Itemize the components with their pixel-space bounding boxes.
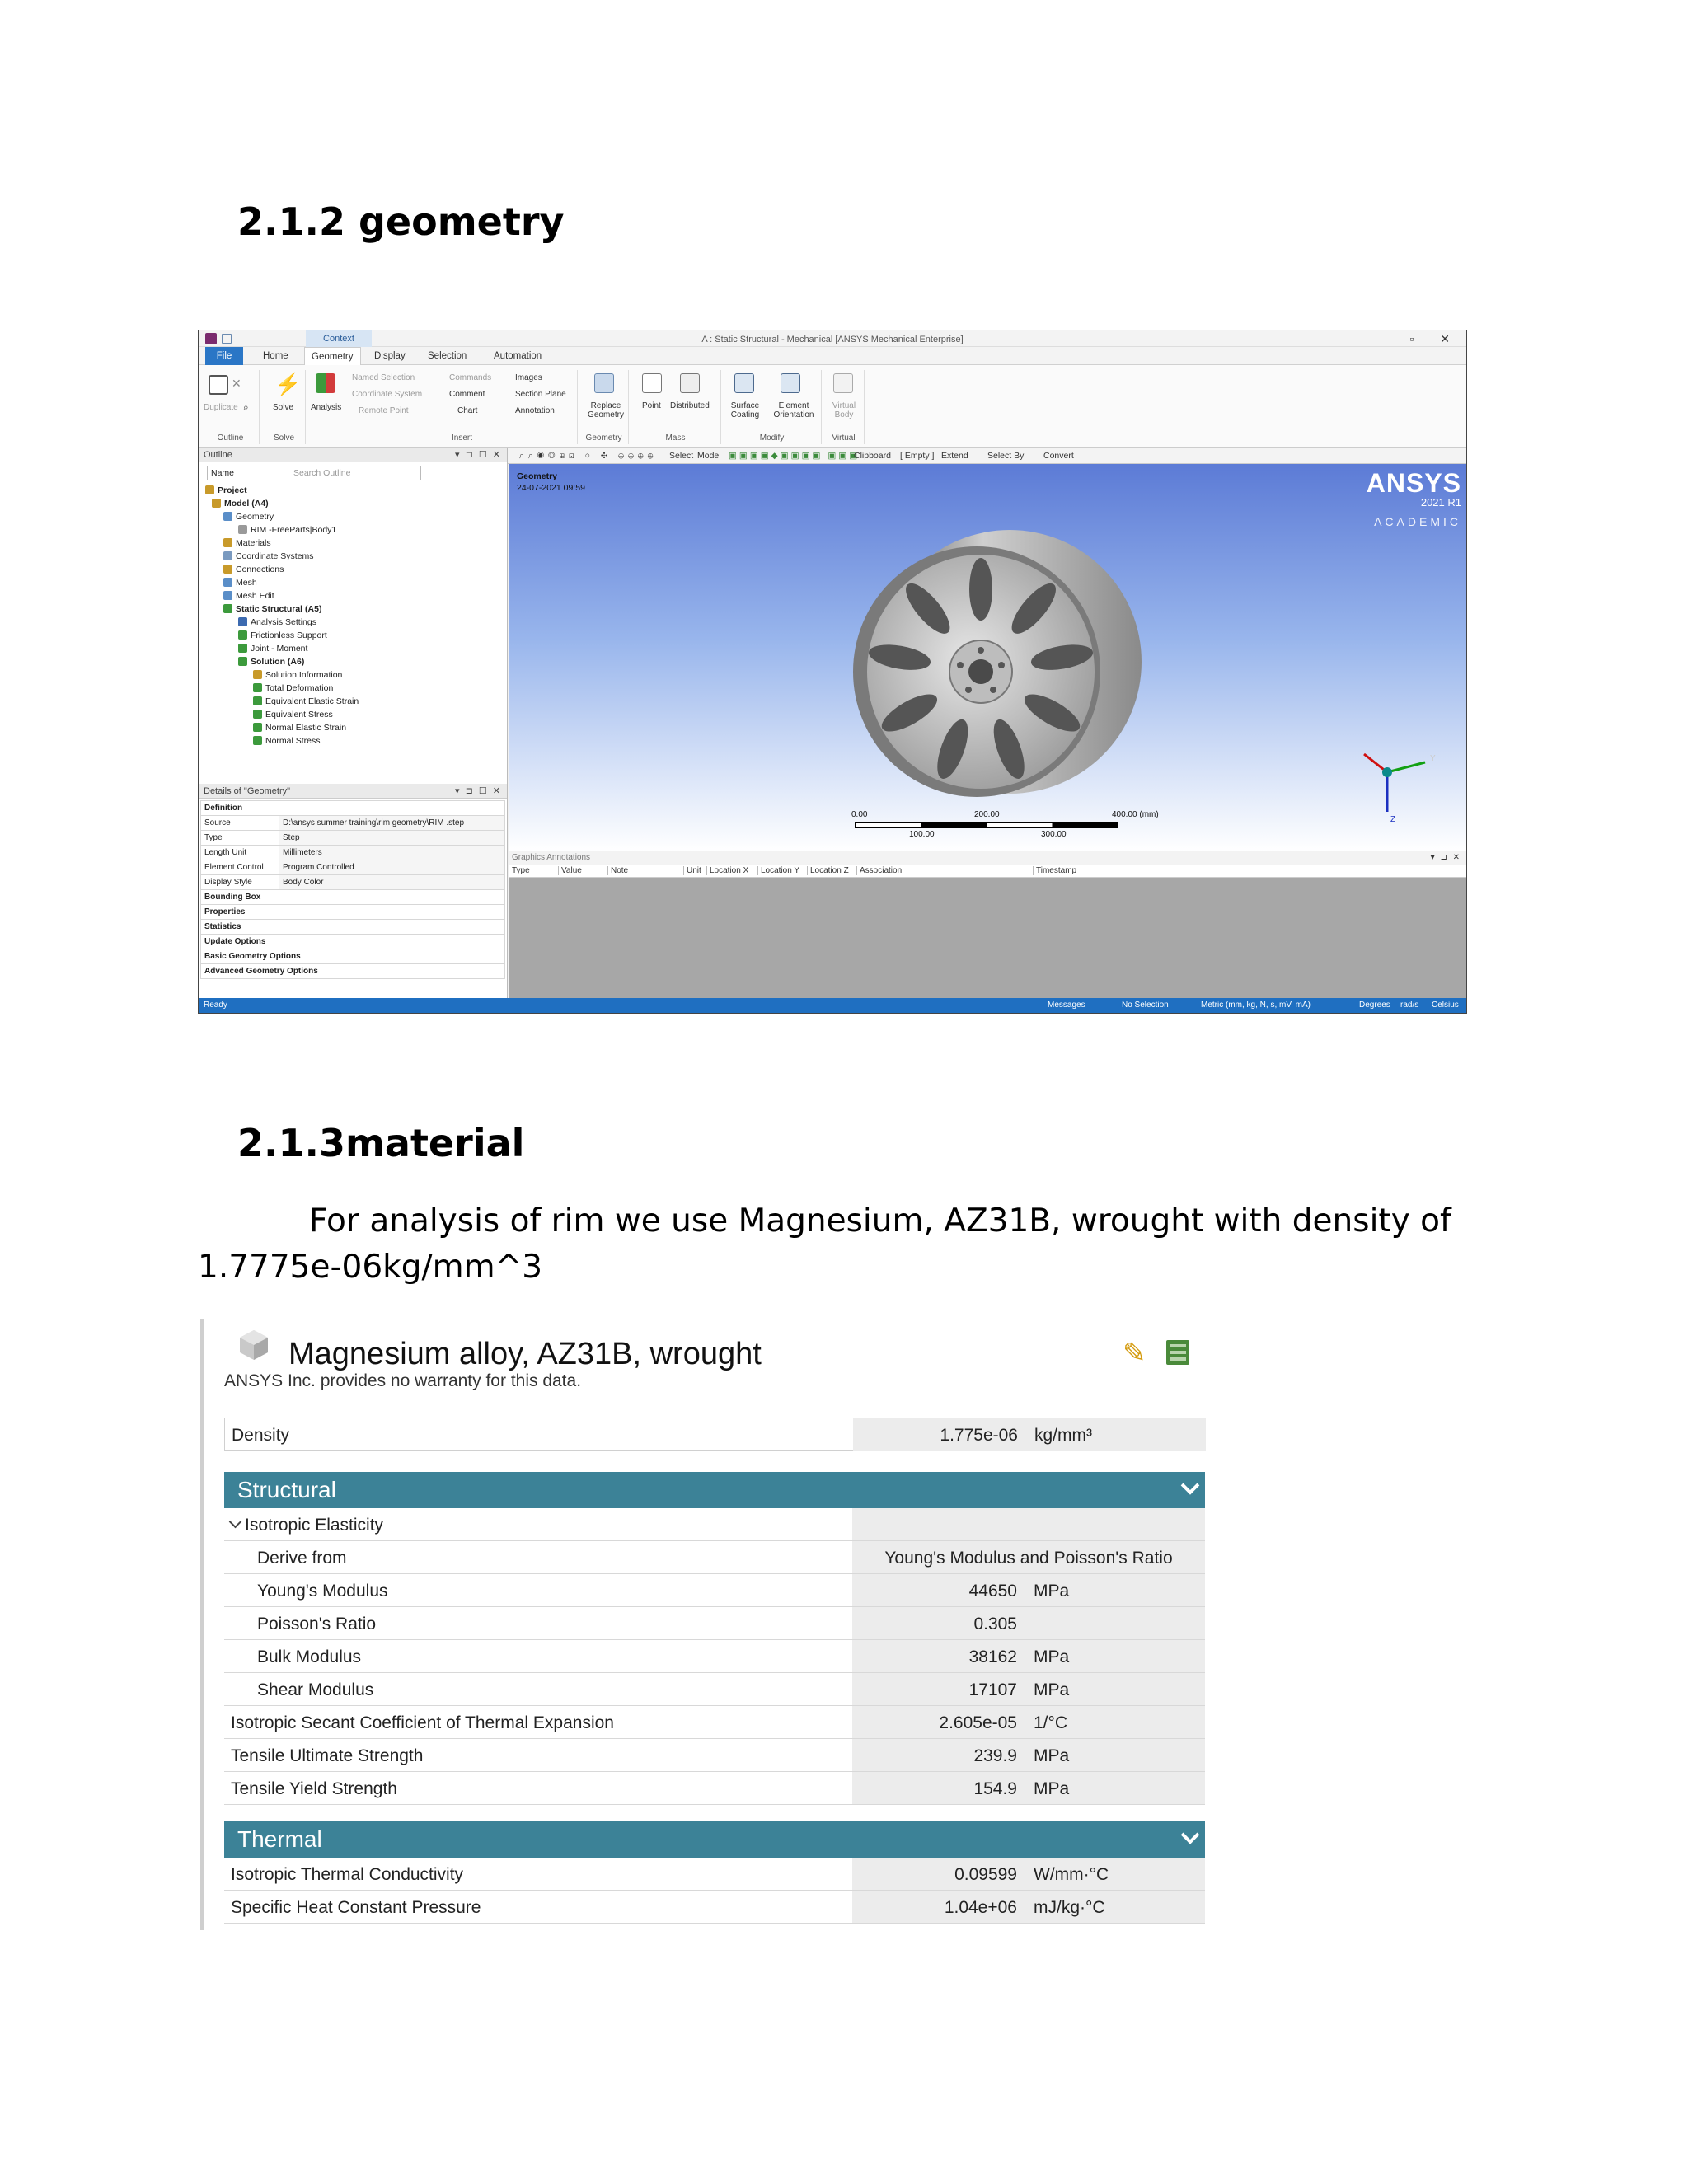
tree-node-icon xyxy=(238,630,247,640)
outline-tree-item[interactable] xyxy=(253,708,333,721)
value-cell xyxy=(852,1891,1205,1923)
details-group-label: Bounding Box xyxy=(201,890,505,905)
details-group-label: Properties xyxy=(201,905,505,920)
tree-node-icon xyxy=(253,696,262,705)
outline-tree-item[interactable] xyxy=(223,563,284,576)
material-property-row xyxy=(224,1574,1205,1607)
property-value: 0.09599 xyxy=(954,1865,1017,1884)
ribbon-group-label: Insert xyxy=(451,434,472,443)
annotation-column-header[interactable]: Timestamp xyxy=(1033,866,1076,875)
property-unit: MPa xyxy=(1034,1746,1070,1765)
outline-tree-item[interactable] xyxy=(223,510,274,523)
annotation-column-header[interactable]: Location Y xyxy=(757,866,799,875)
chevron-down-icon[interactable] xyxy=(1181,1476,1200,1495)
scale-label: 0.00 xyxy=(851,810,868,819)
paragraph-line: For analysis of rim we use Magnesium, AZ31B, wrought with density of xyxy=(309,1202,1451,1240)
material-property-row xyxy=(224,1706,1205,1739)
annotation-column-header[interactable]: Note xyxy=(607,866,628,875)
point-mass-icon[interactable] xyxy=(642,373,662,393)
scale-label: 400.00 (mm) xyxy=(1112,810,1159,819)
tree-node-label: Normal Stress xyxy=(265,736,321,746)
replace-geometry-button[interactable]: Replace Geometry xyxy=(588,401,624,419)
details-group-label: Advanced Geometry Options xyxy=(201,964,505,979)
panel-controls[interactable]: ▾ ⊐ ✕ xyxy=(1430,853,1461,862)
tree-node-icon xyxy=(223,578,232,587)
material-cube-icon xyxy=(237,1329,270,1361)
ribbon-tabs xyxy=(199,347,1466,365)
status-selection: No Selection xyxy=(1122,1001,1169,1010)
chevron-down-icon[interactable] xyxy=(229,1516,242,1529)
ribbon-group-label: Geometry xyxy=(585,434,622,443)
tab-home[interactable]: Home xyxy=(263,351,288,361)
tree-node-icon xyxy=(205,485,214,494)
isotropic-elasticity-row[interactable] xyxy=(224,1508,1205,1541)
viewport-caption xyxy=(517,471,585,494)
ribbon-group-solve xyxy=(263,370,306,444)
tree-node-label: Geometry xyxy=(236,512,274,522)
tree-node-label: Normal Elastic Strain xyxy=(265,723,347,733)
clipboard-empty-label: [ Empty ] xyxy=(900,451,935,461)
card-left-edge xyxy=(200,1319,204,1930)
outline-tree-item[interactable] xyxy=(205,484,247,497)
window-controls[interactable]: – ▫ ✕ xyxy=(1376,332,1461,345)
material-name: Magnesium alloy, AZ31B, wrought xyxy=(288,1337,762,1371)
section-heading-material: 2.1.3material xyxy=(237,1121,525,1165)
tree-node-icon xyxy=(223,538,232,547)
details-group[interactable] xyxy=(201,920,505,935)
tree-node-icon xyxy=(253,736,262,745)
viewport-title: Geometry xyxy=(517,471,558,481)
delete-icon[interactable]: ✕ xyxy=(232,377,241,390)
details-panel xyxy=(199,784,508,1000)
outline-tree-item[interactable] xyxy=(223,602,321,616)
ribbon-group-label: Modify xyxy=(759,434,785,443)
tree-node-icon xyxy=(253,710,262,719)
outline-tree-item[interactable] xyxy=(253,668,342,682)
context-tab[interactable]: Context xyxy=(306,330,372,347)
clipboard-button[interactable]: Clipboard xyxy=(854,451,891,461)
images-button[interactable]: Images xyxy=(515,373,542,382)
ansys-mechanical-window xyxy=(198,330,1467,1014)
analysis-icon[interactable] xyxy=(316,373,335,393)
section-heading-geometry: 2.1.2 geometry xyxy=(237,199,565,244)
element-orientation-icon[interactable] xyxy=(781,373,800,393)
section-title: Structural xyxy=(237,1477,336,1502)
value-cell xyxy=(852,1574,1205,1606)
annotation-column-header[interactable]: Value xyxy=(558,866,582,875)
remote-point-button[interactable]: Remote Point xyxy=(359,406,409,415)
virtual-body-button[interactable]: Virtual Body xyxy=(832,401,856,419)
details-value[interactable]: D:\ansys summer training\rim geometry\RIM .step xyxy=(279,816,505,831)
property-unit: MPa xyxy=(1034,1680,1070,1699)
property-label: Isotropic Thermal Conductivity xyxy=(231,1865,464,1884)
details-group-label: Basic Geometry Options xyxy=(201,949,505,964)
ribbon-group-modify xyxy=(723,370,822,444)
property-label: Isotropic Secant Coefficient of Thermal Expansion xyxy=(231,1713,614,1732)
viewport-date: 24-07-2021 09:59 xyxy=(517,483,585,493)
mode-dropdown[interactable]: Mode xyxy=(697,451,720,461)
point-mass-button[interactable]: Point xyxy=(642,401,661,410)
thermal-section-header[interactable] xyxy=(224,1821,1205,1858)
panel-controls[interactable]: ▾ ⊐ ☐ ✕ xyxy=(455,450,502,460)
details-group-label: Statistics xyxy=(201,920,505,935)
outline-tree-item[interactable] xyxy=(238,629,327,642)
status-bar xyxy=(199,998,1466,1013)
tree-node-label: Joint - Moment xyxy=(251,644,308,654)
material-property-row xyxy=(224,1739,1205,1772)
surface-coating-icon[interactable] xyxy=(734,373,754,393)
property-unit: MPa xyxy=(1034,1779,1070,1798)
value-cell xyxy=(852,1739,1205,1771)
analysis-button[interactable]: Analysis xyxy=(311,403,342,412)
outline-tree-item[interactable] xyxy=(253,721,346,734)
value-cell xyxy=(852,1541,1205,1573)
property-value: 239.9 xyxy=(973,1746,1017,1765)
tree-node-label: RIM -FreeParts|Body1 xyxy=(251,525,337,535)
status-units[interactable]: Metric (mm, kg, N, s, mV, mA) xyxy=(1201,1001,1311,1010)
status-rate-unit[interactable]: rad/s xyxy=(1400,1001,1419,1010)
window-title: A : Static Structural - Mechanical [ANSYS Mechanical Enterprise] xyxy=(701,335,964,344)
details-value[interactable]: Body Color xyxy=(279,875,505,890)
details-title: Details of "Geometry" xyxy=(204,786,291,796)
extend-button[interactable]: Extend xyxy=(941,451,968,461)
property-unit: mJ/kg·°C xyxy=(1034,1898,1105,1917)
tree-node-icon xyxy=(223,565,232,574)
annotation-column-header[interactable]: Unit xyxy=(683,866,701,875)
distributed-mass-icon[interactable] xyxy=(680,373,700,393)
annotation-column-header[interactable]: Location X xyxy=(706,866,748,875)
scale-label: 200.00 xyxy=(974,810,1000,819)
details-key: Display Style xyxy=(201,875,279,890)
value-cell xyxy=(852,1508,1205,1540)
property-value: 38162 xyxy=(968,1647,1017,1666)
ribbon-group-mass xyxy=(631,370,721,444)
convert-button[interactable]: Convert xyxy=(1043,451,1074,461)
outline-tree-item[interactable] xyxy=(223,589,274,602)
outline-panel xyxy=(199,448,508,784)
tree-node-label: Equivalent Elastic Strain xyxy=(265,696,359,706)
section-plane-button[interactable]: Section Plane xyxy=(515,390,566,399)
material-property-row xyxy=(224,1673,1205,1706)
material-paragraph xyxy=(198,1198,1484,1291)
solve-button[interactable]: Solve xyxy=(273,403,294,412)
status-messages[interactable]: Messages xyxy=(1048,1001,1085,1010)
details-value[interactable]: Program Controlled xyxy=(279,860,505,875)
ansys-logo xyxy=(1367,469,1461,528)
tree-node-icon xyxy=(223,512,232,521)
details-row[interactable] xyxy=(201,875,505,890)
property-label: Tensile Yield Strength xyxy=(231,1779,397,1798)
details-group[interactable] xyxy=(201,949,505,964)
property-label: Poisson's Ratio xyxy=(257,1615,377,1633)
rim-center-bore xyxy=(968,659,993,684)
surface-coating-button[interactable]: Surface Coating xyxy=(730,401,760,419)
outline-tree-item[interactable] xyxy=(212,497,269,510)
ribbon-group-label: Virtual xyxy=(832,434,856,443)
tree-node-icon xyxy=(238,525,247,534)
outline-tree-item[interactable] xyxy=(238,523,336,537)
view-tool-icons[interactable]: ⌕⌕◉◎⊞⊡ ○ ✣ ⊕⊕⊕⊕ xyxy=(519,451,658,461)
warranty-note: ANSYS Inc. provides no warranty for this data. xyxy=(224,1371,582,1390)
property-value: 154.9 xyxy=(973,1779,1017,1798)
tree-node-icon xyxy=(238,657,247,666)
scale-label: 300.00 xyxy=(1041,830,1067,839)
details-row[interactable] xyxy=(201,831,505,846)
outline-tree-item[interactable] xyxy=(253,734,321,748)
section-title: Thermal xyxy=(237,1826,322,1852)
property-label: Specific Heat Constant Pressure xyxy=(231,1898,481,1917)
value-cell xyxy=(852,1772,1205,1804)
tree-node-icon xyxy=(223,551,232,560)
annotation-button[interactable]: Annotation xyxy=(515,406,555,415)
tree-node-label: Mesh Edit xyxy=(236,591,274,601)
property-value: Young's Modulus and Poisson's Ratio xyxy=(884,1549,1173,1568)
tree-node-label: Materials xyxy=(236,538,271,548)
ribbon-group-analysis xyxy=(307,370,345,444)
tree-node-icon xyxy=(238,644,247,653)
tree-node-label: Project xyxy=(218,485,247,495)
material-property-row xyxy=(224,1772,1205,1805)
property-unit: MPa xyxy=(1034,1582,1070,1601)
tree-node-label: Connections xyxy=(236,565,284,574)
ribbon-group-label: Mass xyxy=(665,434,686,443)
property-value: 1.775e-06 xyxy=(940,1426,1018,1445)
value-cell xyxy=(852,1858,1205,1890)
tree-node-label: Model (A4) xyxy=(224,499,269,509)
details-group[interactable] xyxy=(201,905,505,920)
tab-geometry[interactable]: Geometry xyxy=(304,347,361,365)
tab-display[interactable]: Display xyxy=(374,351,406,361)
edit-pencil-icon[interactable]: ✎ xyxy=(1123,1338,1146,1369)
details-group[interactable] xyxy=(201,935,505,949)
status-angle-unit[interactable]: Degrees xyxy=(1359,1001,1390,1010)
select-tool[interactable]: Select xyxy=(669,451,694,461)
property-value: 17107 xyxy=(968,1680,1017,1699)
annotation-column-header[interactable]: Type xyxy=(509,866,530,875)
details-key: Type xyxy=(201,831,279,846)
tree-node-label: Analysis Settings xyxy=(251,617,316,627)
annotation-column-header[interactable]: Location Z xyxy=(807,866,849,875)
ansys-logo-text: ANSYS xyxy=(1366,468,1461,498)
svg-text:Y: Y xyxy=(1430,754,1436,763)
tree-node-label: Solution (A6) xyxy=(251,657,305,667)
details-header xyxy=(199,784,507,799)
selection-filter-icons[interactable]: ▣▣▣▣◆▣▣▣▣ ▣▣▣ xyxy=(729,451,860,461)
details-key: Source xyxy=(201,816,279,831)
details-row[interactable] xyxy=(201,860,505,875)
ribbon-group-virtual xyxy=(823,370,865,444)
comment-button[interactable]: Comment xyxy=(449,390,485,399)
property-value: 44650 xyxy=(968,1582,1017,1601)
property-label: Bulk Modulus xyxy=(257,1647,362,1666)
triad-axes-icon[interactable] xyxy=(1351,736,1442,827)
graphics-annotations-panel xyxy=(509,851,1466,1000)
outline-tree-item[interactable] xyxy=(238,655,304,668)
structural-section-header[interactable] xyxy=(224,1472,1205,1508)
named-selection-button[interactable]: Named Selection xyxy=(352,373,415,382)
details-group-label: Definition xyxy=(201,801,505,816)
graphics-viewport[interactable] xyxy=(509,464,1466,851)
outline-filter-bar[interactable] xyxy=(207,466,421,480)
outline-title: Outline xyxy=(204,450,232,460)
outline-tree-item[interactable] xyxy=(253,695,359,708)
coordinate-system-button[interactable]: Coordinate System xyxy=(352,390,423,399)
outline-tree-item[interactable] xyxy=(253,682,333,695)
wheel-rim-model[interactable] xyxy=(820,530,1166,802)
material-property-row xyxy=(224,1541,1205,1574)
property-value: 2.605e-05 xyxy=(939,1713,1017,1732)
tab-file[interactable]: File xyxy=(205,347,243,365)
tree-node-icon xyxy=(223,604,232,613)
tree-node-label: Static Structural (A5) xyxy=(236,604,322,614)
value-cell xyxy=(853,1418,1206,1451)
details-table xyxy=(200,800,505,979)
material-library-icon[interactable] xyxy=(1166,1340,1189,1365)
title-bar xyxy=(199,330,1466,347)
ansys-edition: ACADEMIC xyxy=(1374,515,1461,528)
tree-node-icon xyxy=(253,683,262,692)
tree-node-label: Equivalent Stress xyxy=(265,710,333,719)
svg-text:Z: Z xyxy=(1390,815,1396,824)
ribbon-group-geometry xyxy=(579,370,629,444)
outline-tree-item[interactable] xyxy=(223,537,271,550)
find-icon[interactable]: ⌕ xyxy=(243,401,249,413)
property-value: 1.04e+06 xyxy=(944,1898,1017,1917)
status-temperature-unit[interactable]: Celsius xyxy=(1432,1001,1459,1010)
virtual-body-icon[interactable] xyxy=(833,373,853,393)
graphics-toolbar xyxy=(508,448,1466,464)
tree-node-label: Coordinate Systems xyxy=(236,551,314,561)
details-key: Element Control xyxy=(201,860,279,875)
property-unit: 1/°C xyxy=(1034,1713,1068,1732)
material-property-row xyxy=(224,1891,1205,1924)
panel-controls[interactable]: ▾ ⊐ ☐ ✕ xyxy=(455,786,502,796)
outline-tree-item[interactable] xyxy=(223,576,257,589)
property-unit: MPa xyxy=(1034,1647,1070,1666)
property-label: Density xyxy=(232,1426,290,1445)
select-by-button[interactable]: Select By xyxy=(987,451,1025,461)
solve-lightning-icon[interactable]: ⚡ xyxy=(274,372,302,396)
scale-ruler xyxy=(855,822,1118,828)
property-label: Shear Modulus xyxy=(257,1680,374,1699)
ribbon-group-label: Outline xyxy=(217,434,244,443)
material-properties-card xyxy=(198,1319,1212,1930)
tree-node-icon xyxy=(212,499,221,508)
tree-node-label: Mesh xyxy=(236,578,257,588)
details-group-label: Update Options xyxy=(201,935,505,949)
outline-tree-item[interactable] xyxy=(238,642,307,655)
chart-button[interactable]: Chart xyxy=(457,406,478,415)
details-group[interactable] xyxy=(201,964,505,979)
tab-selection[interactable]: Selection xyxy=(428,351,467,361)
annotations-columns xyxy=(509,865,1466,878)
search-outline-input[interactable]: Search Outline xyxy=(293,468,351,478)
duplicate-button[interactable]: Duplicate xyxy=(204,403,238,412)
element-orientation-button[interactable]: Element Orientation xyxy=(773,401,814,419)
subsection-title: Isotropic Elasticity xyxy=(245,1516,384,1535)
density-row xyxy=(224,1418,1205,1451)
name-filter-label: Name xyxy=(211,468,235,478)
outline-header xyxy=(199,448,507,462)
details-group[interactable] xyxy=(201,890,505,905)
material-property-row xyxy=(224,1607,1205,1640)
commands-button[interactable]: Commands xyxy=(449,373,492,382)
property-label xyxy=(231,1516,383,1535)
annotation-column-header[interactable]: Association xyxy=(856,866,902,875)
tree-node-icon xyxy=(238,617,247,626)
tree-node-icon xyxy=(223,591,232,600)
tree-node-icon xyxy=(253,670,262,679)
ribbon xyxy=(199,365,1466,448)
details-key: Length Unit xyxy=(201,846,279,860)
value-cell xyxy=(852,1673,1205,1705)
property-unit: kg/mm³ xyxy=(1034,1426,1092,1445)
details-row[interactable] xyxy=(201,816,505,831)
tree-node-label: Total Deformation xyxy=(265,683,334,693)
tree-node-label: Solution Information xyxy=(265,670,343,680)
details-group-definition[interactable] xyxy=(201,801,505,816)
paragraph-line: 1.7775e-06kg/mm^3 xyxy=(198,1249,543,1286)
property-label: Tensile Ultimate Strength xyxy=(231,1746,424,1765)
status-ready: Ready xyxy=(204,1001,227,1010)
distributed-mass-button[interactable]: Distributed xyxy=(670,401,710,410)
value-cell xyxy=(852,1607,1205,1639)
material-property-row xyxy=(224,1858,1205,1891)
value-cell xyxy=(852,1640,1205,1672)
tab-automation[interactable]: Automation xyxy=(494,351,542,361)
ribbon-group-insert xyxy=(347,370,578,444)
scale-label: 100.00 xyxy=(909,830,935,839)
annotations-title: Graphics Annotations xyxy=(512,853,591,862)
chevron-down-icon[interactable] xyxy=(1181,1825,1200,1844)
ansys-version: 2021 R1 xyxy=(1420,496,1461,509)
tree-node-icon xyxy=(253,723,262,732)
ribbon-group-label: Solve xyxy=(273,434,294,443)
annotations-header xyxy=(509,851,1466,865)
value-cell xyxy=(852,1706,1205,1738)
duplicate-icon[interactable] xyxy=(209,375,228,395)
outline-tree-item[interactable] xyxy=(238,616,316,629)
replace-geometry-icon[interactable] xyxy=(594,373,614,393)
details-value[interactable]: Millimeters xyxy=(279,846,505,860)
material-property-row xyxy=(224,1640,1205,1673)
ribbon-group-outline xyxy=(202,370,260,444)
property-unit: W/mm·°C xyxy=(1034,1865,1109,1884)
outline-tree-item[interactable] xyxy=(223,550,314,563)
details-value[interactable]: Step xyxy=(279,831,505,846)
property-label: Derive from xyxy=(257,1549,347,1568)
property-value: 0.305 xyxy=(973,1615,1017,1633)
details-row[interactable] xyxy=(201,846,505,860)
property-label: Young's Modulus xyxy=(257,1582,388,1601)
tree-node-label: Frictionless Support xyxy=(251,630,327,640)
